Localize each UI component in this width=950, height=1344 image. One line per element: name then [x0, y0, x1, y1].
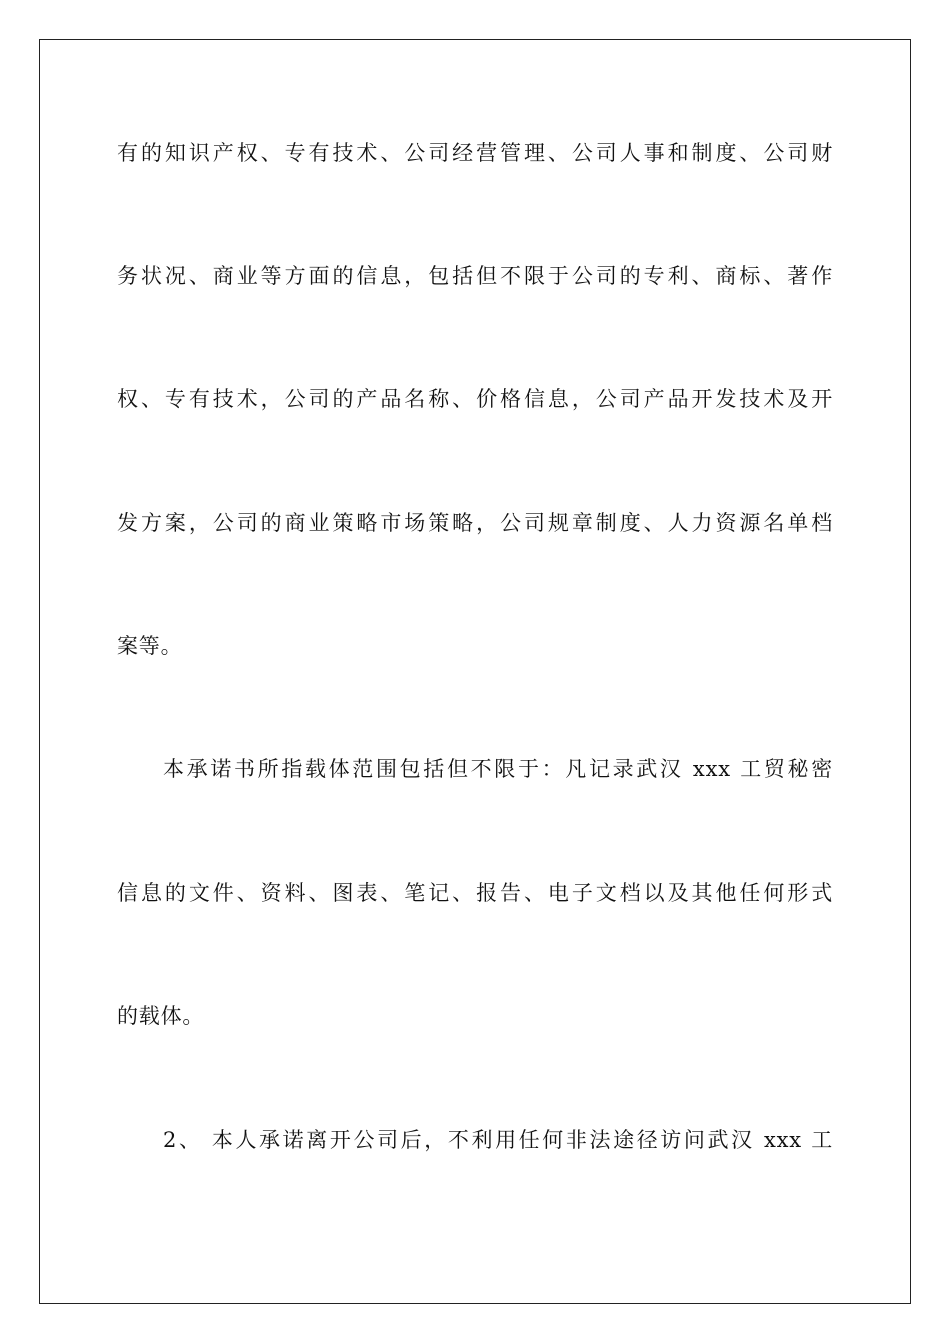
paragraph-line: 本承诺书所指载体范围包括但不限于：凡记录武汉 xxx 工贸秘密 [163, 757, 833, 781]
paragraph-line: 发方案，公司的商业策略市场策略，公司规章制度、人力资源名单档 [117, 511, 833, 535]
paragraph-line: 务状况、商业等方面的信息，包括但不限于公司的专利、商标、著作 [117, 264, 833, 288]
paragraph-line: 权、专有技术，公司的产品名称、价格信息，公司产品开发技术及开 [117, 387, 833, 411]
text-line-9 [117, 1128, 833, 1153]
page-border [39, 39, 911, 1304]
paragraph-line: 有的知识产权、专有技术、公司经营管理、公司人事和制度、公司财 [117, 141, 833, 165]
paragraph-line: 案等。 [117, 634, 183, 658]
text-line-4 [117, 511, 833, 536]
paragraph-line: 信息的文件、资料、图表、笔记、报告、电子文档以及其他任何形式 [117, 881, 833, 905]
text-line-3 [117, 387, 833, 412]
text-line-6 [117, 757, 833, 782]
text-line-8 [117, 1004, 833, 1029]
text-line-1 [117, 141, 833, 166]
text-line-2 [117, 264, 833, 289]
paragraph-line: 的载体。 [117, 1004, 205, 1028]
text-line-7 [117, 881, 833, 906]
paragraph-line: 2、 本人承诺离开公司后，不利用任何非法途径访问武汉 xxx 工 [163, 1128, 833, 1152]
text-line-5 [117, 634, 833, 659]
